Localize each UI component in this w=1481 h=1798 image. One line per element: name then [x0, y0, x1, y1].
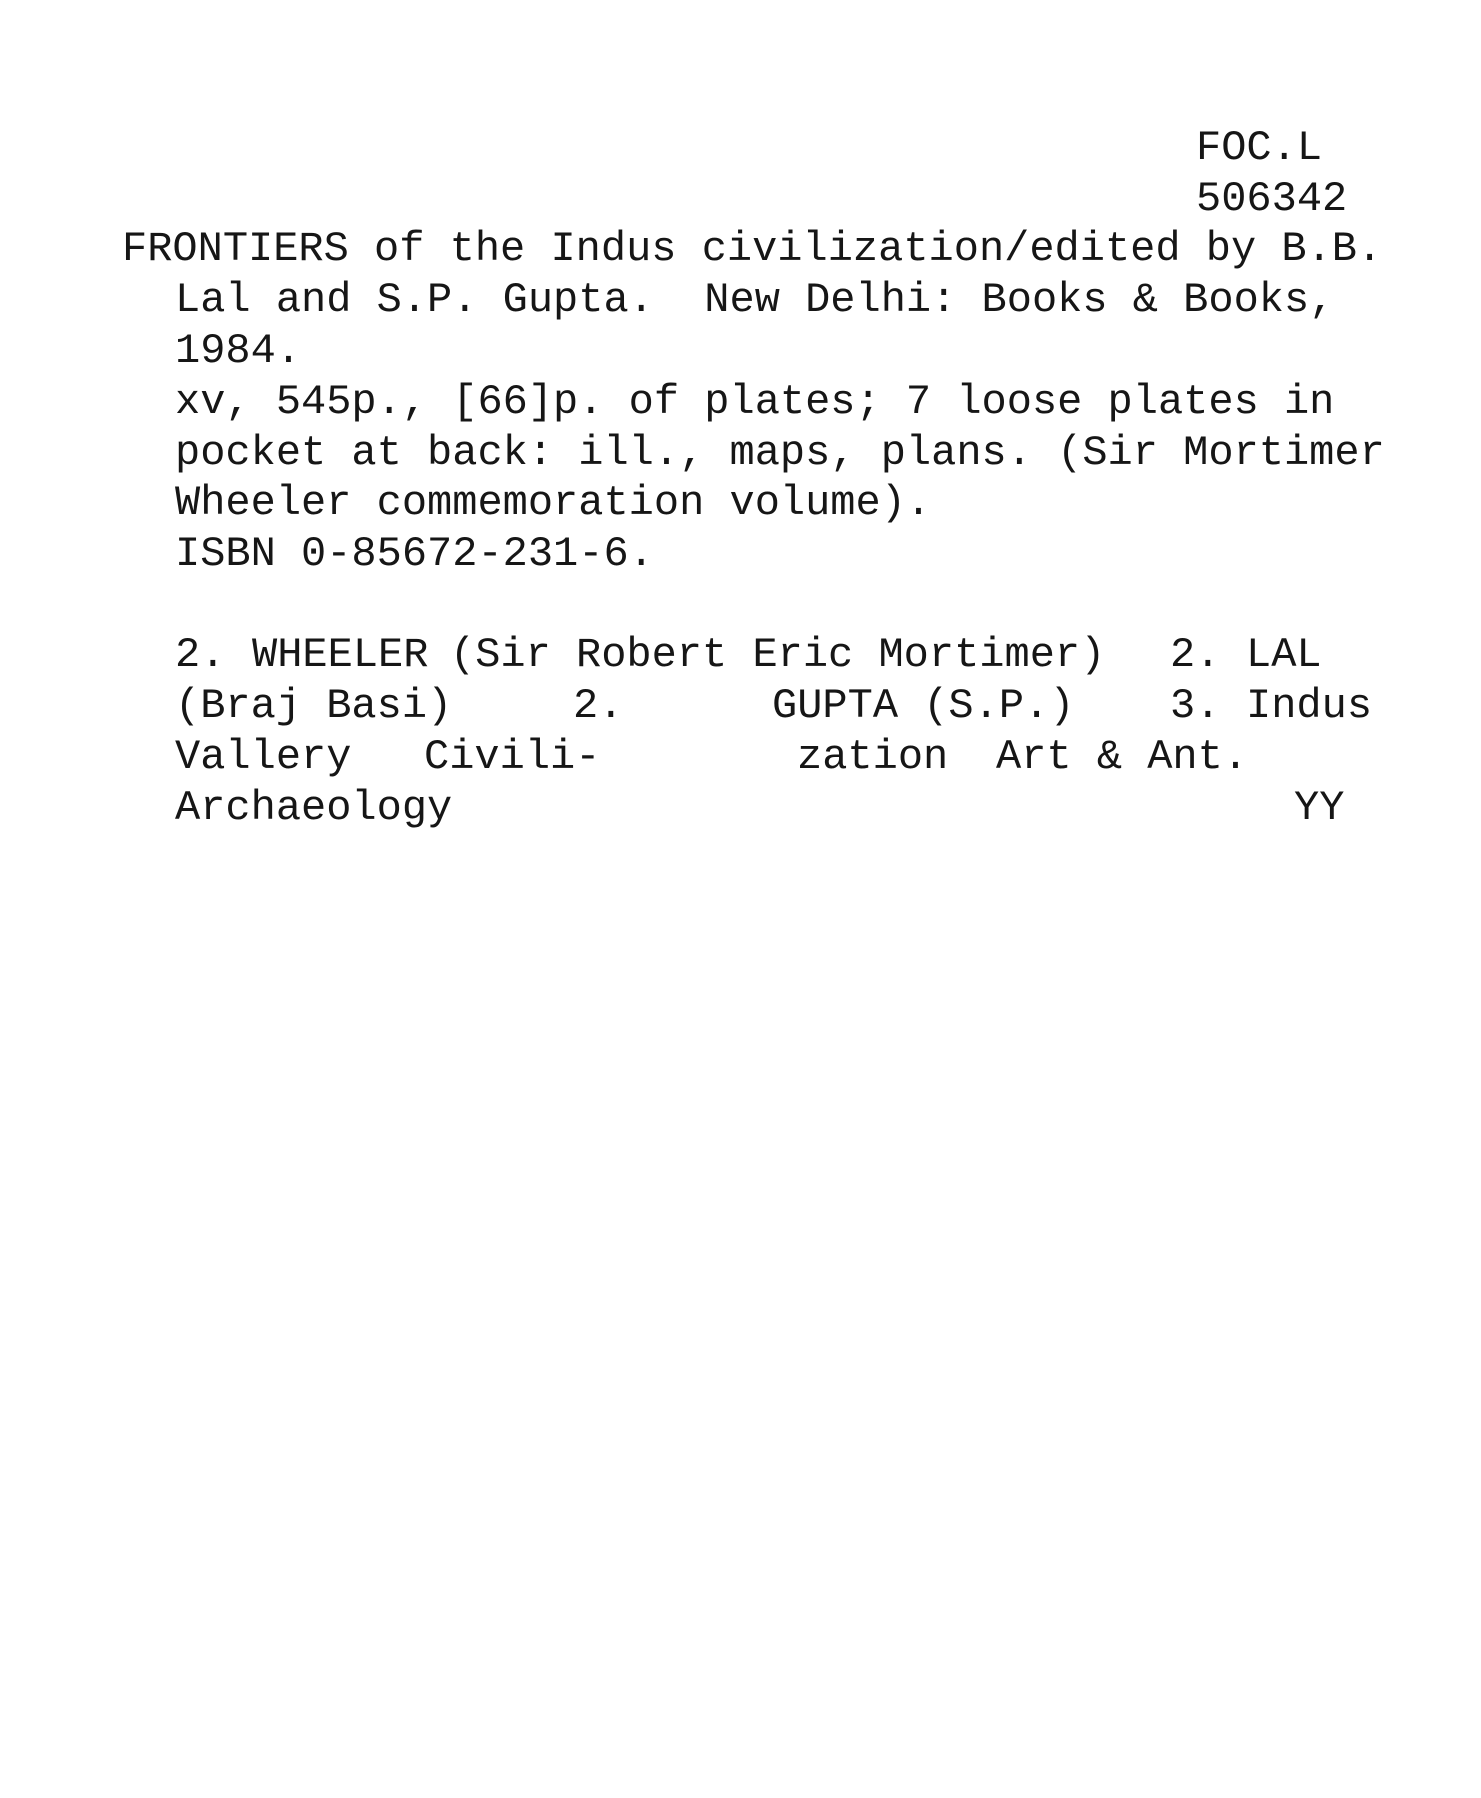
- tracing-subject-part-c: zation: [797, 733, 949, 781]
- tracing-subject-part-b: Civili-: [424, 733, 601, 781]
- imprint-line-1: Lal and S.P. Gupta. New Delhi: Books & Books,: [175, 276, 1335, 324]
- collation-line-3: Wheeler commemoration volume).: [175, 479, 932, 527]
- collation-line-1: xv, 545p., [66]p. of plates; 7 loose plates in: [175, 378, 1335, 426]
- title-line: FRONTIERS of the Indus civilization/edited by B.B.: [122, 225, 1383, 273]
- tracing-subject-number: 3.: [1170, 682, 1221, 730]
- tracing-subject-part-d: Art & Ant.: [996, 733, 1249, 781]
- tracing-wheeler-name: WHEELER: [252, 631, 429, 679]
- cataloguer-initials: YY: [1294, 784, 1345, 832]
- call-number-line-2: 506342: [1196, 175, 1348, 223]
- tracing-wheeler-qualifier: (Sir Robert Eric Mortimer): [450, 631, 1106, 679]
- isbn-line: ISBN 0-85672-231-6.: [175, 530, 654, 578]
- tracing-lal-number: 2.: [1170, 631, 1221, 679]
- tracing-gupta-number: 2.: [573, 682, 624, 730]
- tracing-subject-start: Indus: [1246, 682, 1373, 730]
- call-number-line-1: FOC.L: [1196, 124, 1323, 172]
- tracing-wheeler-number: 2.: [175, 631, 226, 679]
- tracing-gupta: GUPTA (S.P.): [772, 682, 1075, 730]
- tracing-lal-qualifier: (Braj Basi): [175, 682, 453, 730]
- tracing-lal-name: LAL: [1246, 631, 1322, 679]
- collation-line-2: pocket at back: ill., maps, plans. (Sir Mortimer: [175, 429, 1385, 477]
- tracing-subject-part-a: Vallery: [175, 733, 352, 781]
- tracing-subject-archaeology: Archaeology: [175, 784, 453, 832]
- imprint-line-2: 1984.: [175, 327, 302, 375]
